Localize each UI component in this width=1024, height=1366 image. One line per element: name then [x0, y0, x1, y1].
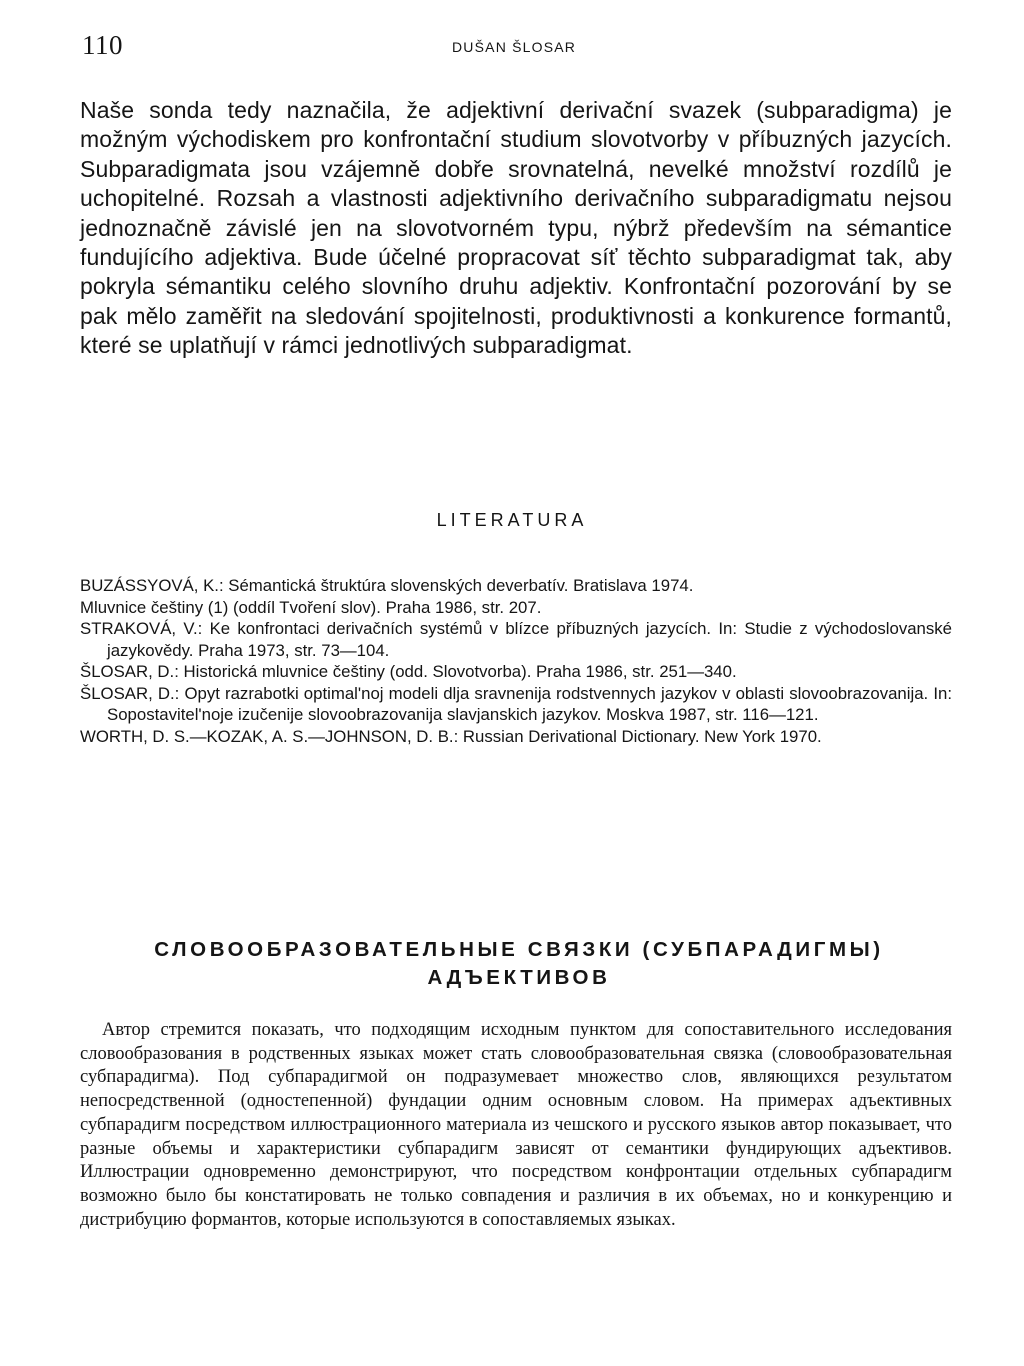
page-number: 110 — [82, 30, 123, 60]
reference-item: BUZÁSSYOVÁ, K.: Sémantická štruktúra slovenských deverbatív. Bratislava 1974. — [80, 576, 694, 595]
reference-item: ŠLOSAR, D.: Historická mluvnice češtiny (odd. Slovotvorba). Praha 1986, str. 251—340. — [80, 662, 737, 681]
reference-item: Mluvnice češtiny (1) (oddíl Tvoření slov). Praha 1986, str. 207. — [80, 597, 542, 617]
running-head-author: DUŠAN ŠLOSAR — [452, 39, 577, 55]
russian-title-line-1: СЛОВООБРАЗОВАТЕЛЬНЫЕ СВЯЗКИ (СУБПАРАДИГМЫ) — [154, 938, 884, 961]
russian-summary-title — [110, 936, 928, 992]
page-header — [82, 30, 952, 64]
closing-paragraph: Naše sonda tedy naznačila, že adjektivní derivační svazek (subparadigma) je možným východiskem pro konfrontační studium slovotvorby v příbuzných jazycích. Subparadigmata jsou vzájemně dobře srovnatelná, nevelké množství rozdílů je uchopitelné. Rozsah a vlastnosti adjektivního derivačního subparadigmatu nejsou jednoznačně závislé jen na slovotvorném typu, nýbrž především na sémantice fundujícího adjektiva. Bude účelné propracovat síť těchto subparadigmat tak, aby pokryla sémantiku celého slovního druhu adjektiv. Konfrontační pozorování by se pak mělo zaměřit na sledování spojitelnosti, produktivnosti a konkurence formantů, které se uplatňují v rámci jednotlivých subparadigmat. — [80, 97, 952, 359]
reference-item: ŠLOSAR, D.: Opyt razrabotki optimal'noj modeli dlja sravnenija rodstvennych jazykov v oblasti slovoobrazovanija. In: Sopostavitel'noje izučenije slovoobrazovanija slavjanskich jazykov. Moskva 1987, str. 116—121. — [80, 683, 952, 724]
literatura-heading: LITERATURA — [436, 510, 588, 530]
reference-list — [80, 575, 952, 747]
russian-title-line-2: АДЪЕКТИВОВ — [427, 966, 611, 989]
reference-item: WORTH, D. S.—KOZAK, A. S.—JOHNSON, D. B.: Russian Derivational Dictionary. New York 1970. — [80, 726, 822, 746]
russian-abstract: Автор стремится показать, что подходящим исходным пунктом для сопоставительного исследования словообразования в родственных языках может стать словообразовательная связка (словообразовательная субпарадигма). Под субпарадигмой он подразумевает множество слов, являющихся результатом непосредственной (одностепенной) фундации одним основным словом. На примерах адъективных субпарадигм посредством иллюстрационного материала из чешского и русского языков автор показывает, что разные объемы и характеристики субпарадигм зависят от семантики фундирующих адъективов. Иллюстрации одновременно демонстрируют, что посредством конфронтации отдельных субпарадигм возможно было бы констатировать не только совпадения и различия в их объемах, но и конкуренцию и дистрибуцию формантов, которые используются в сопоставляемых языках. — [80, 1020, 952, 1230]
reference-item: STRAKOVÁ, V.: Ke konfrontaci derivačních systémů v blízce příbuzných jazycích. In: Studie z východoslovanské jazykovědy. Praha 1973, str. 73—104. — [80, 619, 952, 660]
